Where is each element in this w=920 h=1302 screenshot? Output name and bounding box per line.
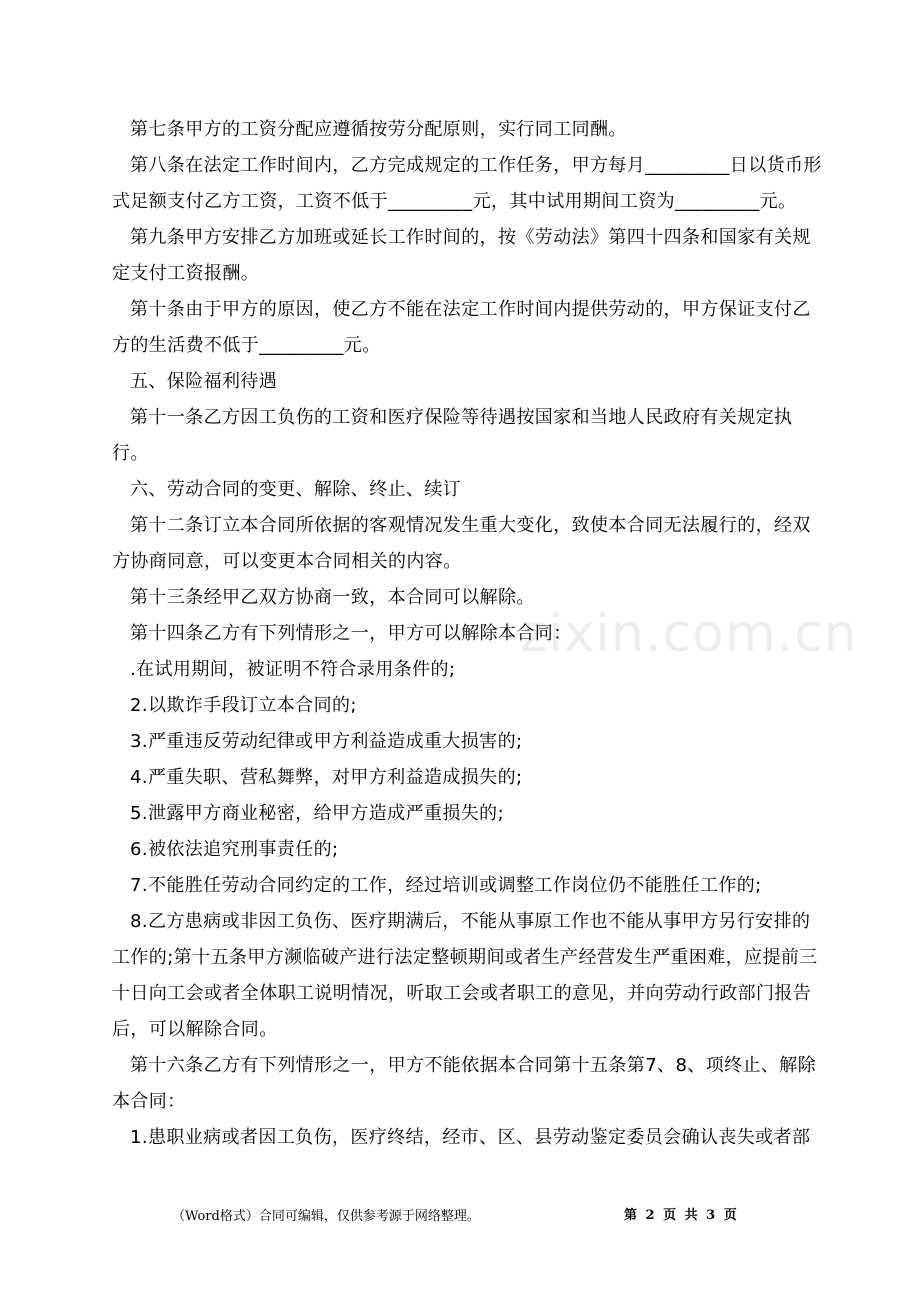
paragraph-article-11: 第十一条乙方因工负伤的工资和医疗保险等待遇按国家和当地人民政府有关规定执行。 xyxy=(112,407,793,464)
paragraph-article-9: 第九条甲方安排乙方加班或延长工作时间的，按《劳动法》第四十四条和国家有关规定支付工资报酬。 xyxy=(112,227,811,284)
paragraph-article-7: 第七条甲方的工资分配应遵循按劳分配原则，实行同工同酬。 xyxy=(130,119,627,140)
list-item: 7.不能胜任劳动合同约定的工作，经过培训或调整工作岗位仍不能胜任工作的; xyxy=(130,875,762,896)
list-item: 5.泄露甲方商业秘密，给甲方造成严重损失的; xyxy=(130,803,505,824)
paragraph-article-12: 第十二条订立本合同所依据的客观情况发生重大变化，致使本合同无法履行的，经双方协商同意，可以变更本合同相关的内容。 xyxy=(112,515,811,572)
list-item: 4.严重失职、营私舞弊，对甲方利益造成损失的; xyxy=(130,767,523,788)
list-item: 8.乙方患病或非因工负伤、医疗期满后，不能从事原工作也不能从事甲方另行安排的工作的;第十五条甲方濒临破产进行法定整顿期间或者生产经营发生严重困难，应提前三十日向工会或者全体职工说明情况，听取工会或者职工的意见，并向劳动行政部门报告后，可以解除合同。 xyxy=(112,911,818,1040)
paragraph-article-13: 第十三条经甲乙双方协商一致，本合同可以解除。 xyxy=(130,587,535,608)
list-item: .在试用期间，被证明不符合录用条件的; xyxy=(130,659,456,680)
document-body xyxy=(112,112,824,1156)
list-item: 3.严重违反劳动纪律或甲方利益造成重大损害的; xyxy=(130,731,523,752)
list-item: 1.患职业病或者因工负伤，医疗终结，经市、区、县劳动鉴定委员会确认丧失或者部 xyxy=(130,1127,811,1148)
section-heading-contract-change: 六、劳动合同的变更、解除、终止、续订 xyxy=(130,479,462,500)
watermark: zixin.com.cn xyxy=(520,604,858,664)
paragraph-article-10: 第十条由于甲方的原因，使乙方不能在法定工作时间内提供劳动的，甲方保证支付乙方的生活费不低于_________元。 xyxy=(112,299,811,356)
list-item: 6.被依法追究刑事责任的; xyxy=(130,839,339,860)
section-heading-insurance: 五、保险福利待遇 xyxy=(130,371,278,392)
list-item: 2.以欺诈手段订立本合同的; xyxy=(130,695,357,716)
paragraph-article-14: 第十四条乙方有下列情形之一，甲方可以解除本合同： xyxy=(130,623,572,644)
paragraph-article-16: 第十六条乙方有下列情形之一，甲方不能依据本合同第十五条第7、8、项终止、解除本合同： xyxy=(112,1055,817,1112)
paragraph-article-8: 第八条在法定工作时间内，乙方完成规定的工作任务，甲方每月_________日以货币形式足额支付乙方工资，工资不低于_________元，其中试用期间工资为_________元。 xyxy=(112,155,822,212)
footer-note: （Word格式）合同可编辑，仅供参考源于网络整理。 xyxy=(172,1209,480,1224)
page-number: 第 2 页 共 3 页 xyxy=(624,1208,739,1223)
